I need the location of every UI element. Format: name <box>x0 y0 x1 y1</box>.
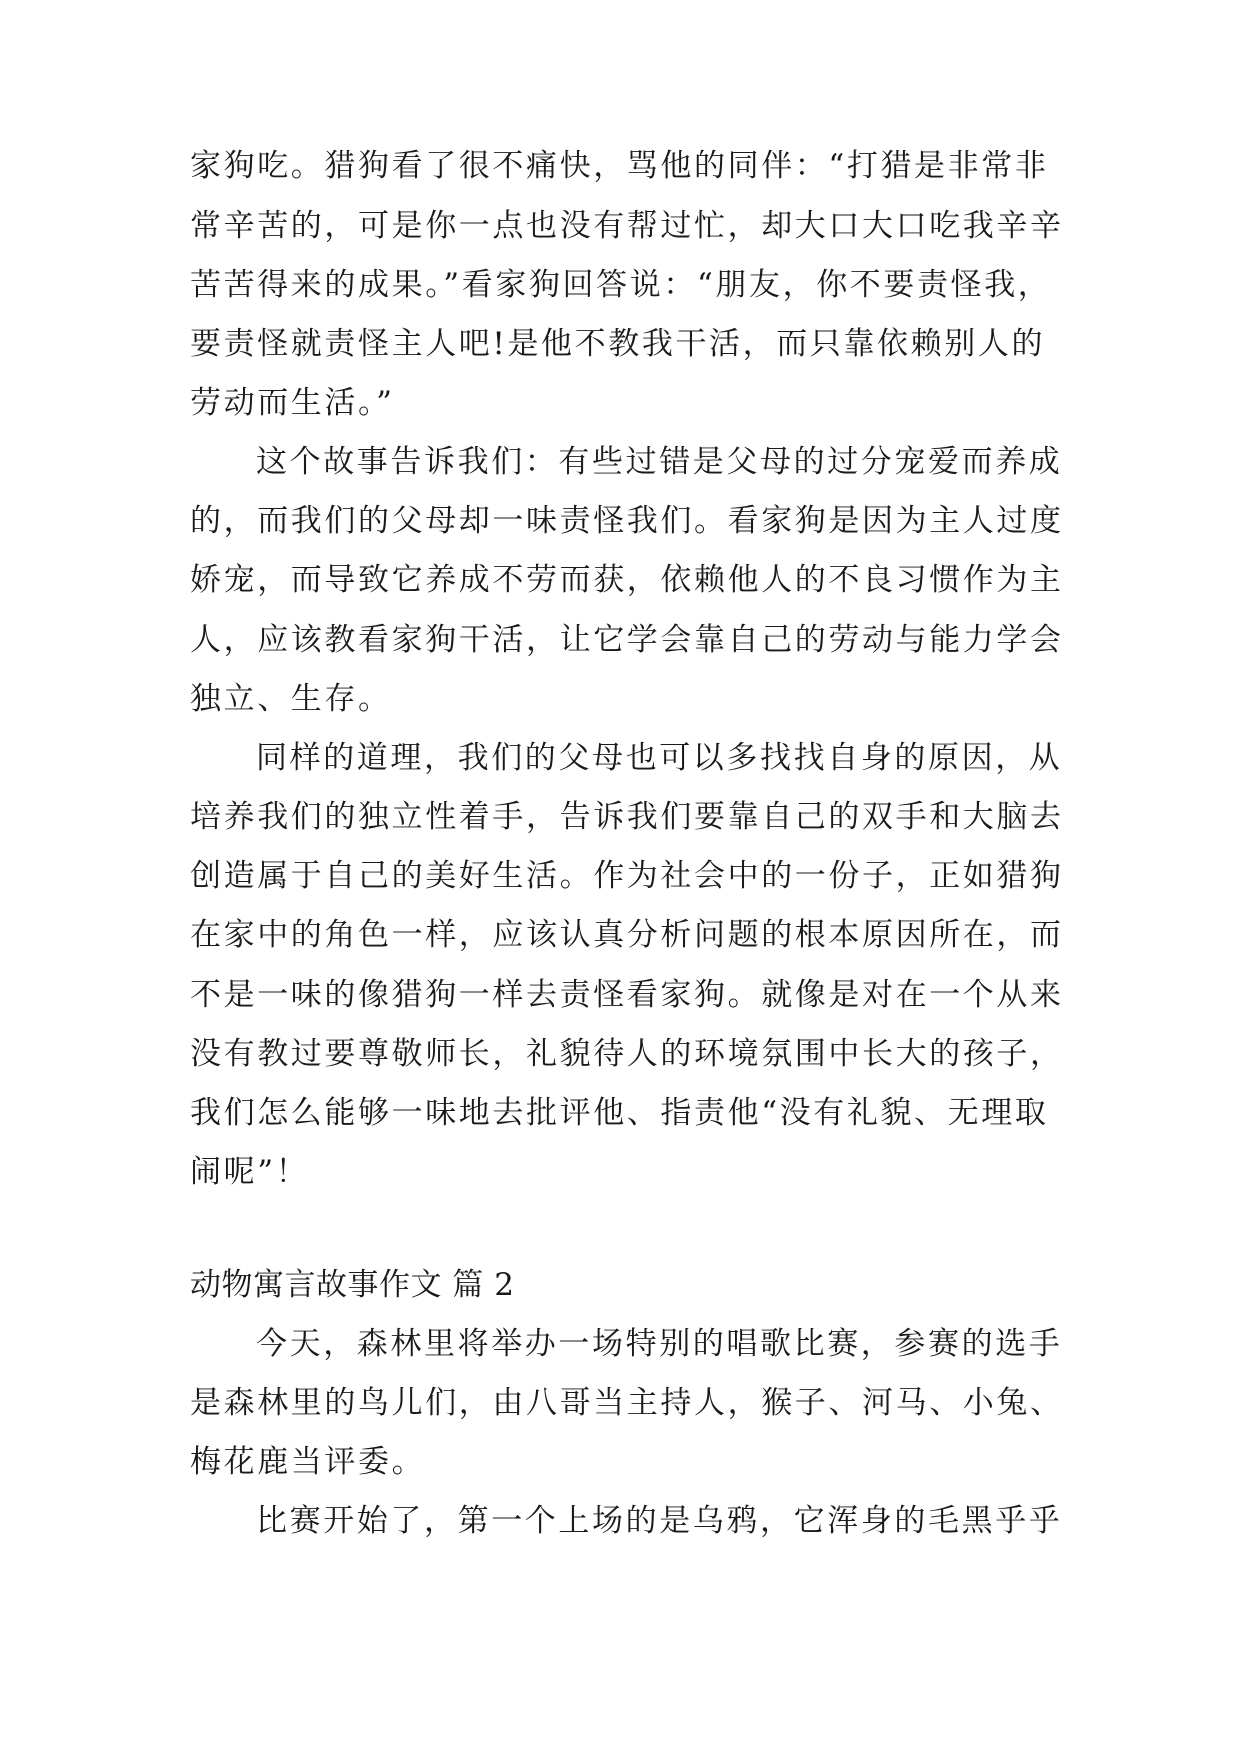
p2-line-3: 娇宠，而导致它养成不劳而获，依赖他人的不良习惯作为主 <box>190 562 1064 598</box>
p2-line-5: 独立、生存。 <box>190 681 392 717</box>
p3-line-2: 培养我们的独立性着手，告诉我们要靠自己的双手和大脑去 <box>190 799 1064 835</box>
p1-line-1: 家狗吃。猎狗看了很不痛快，骂他的同伴：“打猎是非常非 <box>190 148 1049 184</box>
p4-line-2: 是森林里的鸟儿们，由八哥当主持人，猴子、河马、小兔、 <box>190 1385 1064 1421</box>
p2-line-2: 的，而我们的父母却一味责怪我们。看家狗是因为主人过度 <box>190 503 1064 539</box>
p1-line-2: 常辛苦的，可是你一点也没有帮过忙，却大口大口吃我辛辛 <box>190 208 1064 244</box>
p1-line-3: 苦苦得来的成果。”看家狗回答说：“朋友，你不要责怪我， <box>190 267 1052 303</box>
p4-line-1: 今天，森林里将举办一场特别的唱歌比赛，参赛的选手 <box>256 1326 1063 1362</box>
p3-line-8: 闹呢”！ <box>190 1154 310 1190</box>
section-heading: 动物寓言故事作文 篇 2 <box>190 1267 515 1303</box>
p3-line-4: 在家中的角色一样，应该认真分析问题的根本原因所在，而 <box>190 917 1064 953</box>
p4-line-3: 梅花鹿当评委。 <box>190 1444 426 1480</box>
p3-line-3: 创造属于自己的美好生活。作为社会中的一份子，正如猎狗 <box>190 858 1064 894</box>
p1-line-4: 要责怪就责怪主人吧!是他不教我干活，而只靠依赖别人的 <box>190 326 1046 362</box>
p3-line-6: 没有教过要尊敬师长，礼貌待人的环境氛围中长大的孩子， <box>190 1036 1064 1072</box>
p5-line-1: 比赛开始了，第一个上场的是乌鸦，它浑身的毛黑乎乎 <box>256 1503 1063 1539</box>
p3-line-7: 我们怎么能够一味地去批评他、指责他“没有礼貌、无理取 <box>190 1095 1049 1131</box>
p3-line-5: 不是一味的像猎狗一样去责怪看家狗。就像是对在一个从来 <box>190 977 1064 1013</box>
p1-line-5: 劳动而生活。” <box>190 385 395 421</box>
p3-line-1: 同样的道理，我们的父母也可以多找找自身的原因，从 <box>256 740 1063 776</box>
p2-line-4: 人，应该教看家狗干活，让它学会靠自己的劳动与能力学会 <box>190 622 1064 658</box>
p2-line-1: 这个故事告诉我们：有些过错是父母的过分宠爱而养成 <box>256 444 1063 480</box>
